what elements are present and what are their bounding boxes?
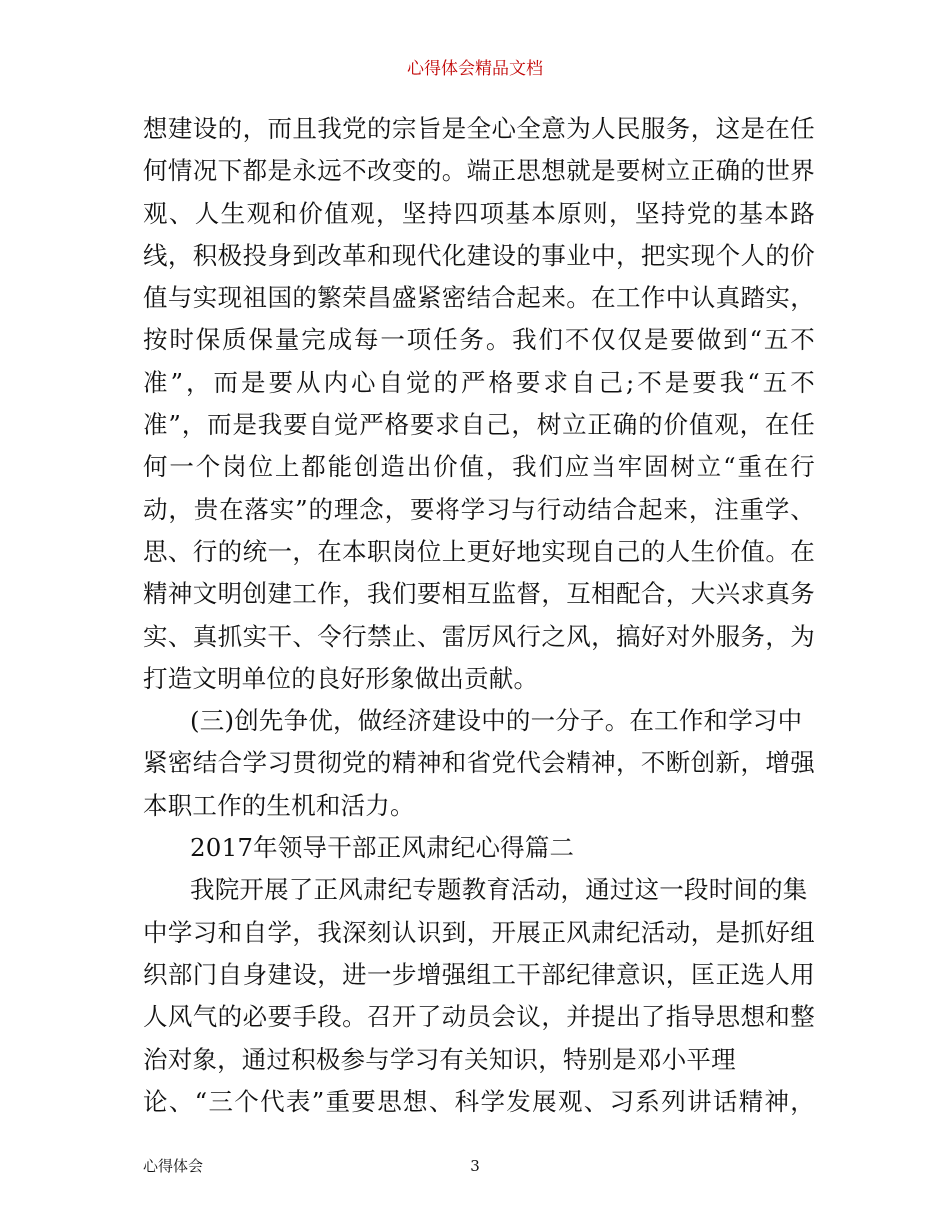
paragraph-line: 线，积极投身到改革和现代化建设的事业中，把实现个人的价: [143, 240, 815, 270]
paragraph-line: 精神文明创建工作，我们要相互监督，互相配合，大兴求真务: [143, 579, 815, 609]
paragraph-line: 紧密结合学习贯彻党的精神和省党代会精神，不断创新，增强: [143, 748, 815, 778]
paragraph-line: 何情况下都是永远不改变的。端正思想就是要树立正确的世界: [143, 156, 815, 186]
paragraph-line: 思、行的统一，在本职岗位上更好地实现自己的人生价值。在: [143, 536, 815, 566]
page-number: 3: [470, 1157, 480, 1175]
paragraph-line: 观、人生观和价值观，坚持四项基本原则，坚持党的基本路: [143, 198, 815, 228]
paragraph-line: (三)创先争优，做经济建设中的一分子。在工作和学习中: [190, 706, 803, 736]
page-header-title: 心得体会精品文档: [407, 59, 543, 79]
paragraph-line: 织部门自身建设，进一步增强组工干部纪律意识，匡正选人用: [143, 959, 815, 989]
paragraph-line: 何一个岗位上都能创造出价值，我们应当牢固树立“重在行: [143, 452, 815, 482]
paragraph-line: 我院开展了正风肃纪专题教育活动，通过这一段时间的集: [190, 875, 808, 905]
paragraph-line: 打造文明单位的良好形象做出贡献。: [143, 663, 539, 693]
footer-label: 心得体会: [143, 1157, 204, 1175]
paragraph-line: 按时保质保量完成每一项任务。我们不仅仅是要做到“五不: [143, 325, 815, 355]
paragraph-line: 中学习和自学，我深刻认识到，开展正风肃纪活动，是抓好组: [143, 917, 815, 947]
paragraph-line: 准”，而是我要自觉严格要求自己，树立正确的价值观，在任: [143, 410, 815, 440]
paragraph-line: 准”，而是要从内心自觉的严格要求自己;不是要我“五不: [143, 367, 815, 397]
paragraph-line: 动，贵在落实”的理念，要将学习与行动结合起来，注重学、: [143, 494, 815, 524]
paragraph-line: 人风气的必要手段。召开了动员会议，并提出了指导思想和整: [143, 1002, 815, 1032]
paragraph-line: 值与实现祖国的繁荣昌盛紧密结合起来。在工作中认真踏实，: [143, 283, 815, 313]
paragraph-line: 实、真抓实干、令行禁止、雷厉风行之风，搞好对外服务，为: [143, 621, 815, 651]
paragraph-line: 治对象，通过积极参与学习有关知识，特别是邓小平理: [143, 1044, 736, 1074]
body-text: [143, 108, 815, 1123]
paragraph-line: 本职工作的生机和活力。: [143, 790, 415, 820]
paragraph-line: 想建设的，而且我党的宗旨是全心全意为人民服务，这是在任: [143, 114, 815, 143]
section-heading: 2017年领导干部正风肃纪心得篇二: [190, 833, 575, 863]
paragraph-line: 论、“三个代表”重要思想、科学发展观、习系列讲话精神，: [143, 1086, 815, 1116]
